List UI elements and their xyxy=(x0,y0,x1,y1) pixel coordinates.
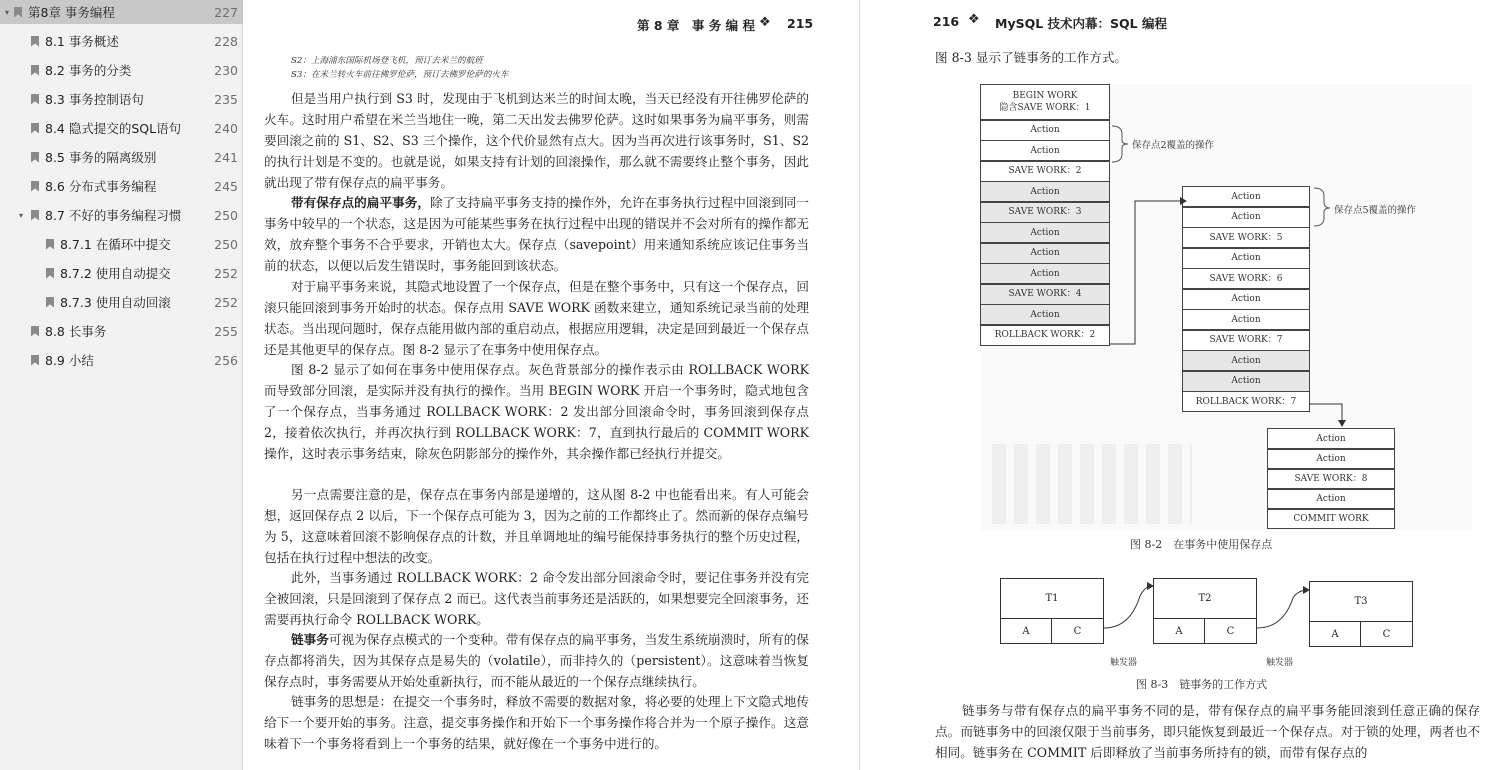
figure-savepoints xyxy=(980,84,1472,530)
running-header-chapter: 第 8 章 事 务 编 程 xyxy=(637,18,755,33)
operation-box: Action xyxy=(980,263,1110,284)
toc-item-label: 8.3 事务控制语句 xyxy=(45,92,144,107)
trigger-label: 触发器 xyxy=(1266,658,1294,668)
operation-box: SAVE WORK：6 xyxy=(1182,268,1310,289)
expand-arrow-icon[interactable]: ▾ xyxy=(18,210,23,220)
toc-item-label: 8.9 小结 xyxy=(45,353,94,368)
transaction-field-c: C xyxy=(1382,628,1391,640)
annotation-label: 保存点2覆盖的操作 xyxy=(1132,140,1215,151)
toc-item-page: 255 xyxy=(214,323,238,339)
bookmark-icon xyxy=(31,355,39,366)
bookmark-icon xyxy=(46,268,54,279)
book-page-left xyxy=(244,0,859,770)
bookmark-icon xyxy=(31,152,39,163)
page-number: 216 xyxy=(933,14,960,29)
toc-item-label: 8.2 事务的分类 xyxy=(45,63,132,78)
transaction-name: T1 xyxy=(1001,579,1103,619)
trigger-label: 触发器 xyxy=(1110,658,1138,668)
paragraph: 图 8-2 显示了如何在事务中使用保存点。灰色背景部分的操作表示由 ROLLBACK WORK 而导致部分回滚，是实际并没有执行的操作。当用 BEGIN WORK 开启一个事务时，隐式地包含了一个保存点，当事务通过 ROLLBACK WORK：2 发出部分回滚命令时，事务回滚到保存点 2，接着依次执行，并再次执行到 ROLLBACK WORK：7，直到执行最后的 COMMIT WORK 操作，这时表示事务结束，除灰色阴影部分的操作外，其余操作都已经执行并提交。 xyxy=(264,362,809,461)
toc-sidebar xyxy=(0,0,243,770)
bookmark-icon xyxy=(46,239,54,250)
bookmark-icon xyxy=(31,123,39,134)
toc-item-label: 8.8 长事务 xyxy=(45,324,107,339)
operation-box: Action xyxy=(1182,186,1310,207)
book-page-right xyxy=(860,0,1487,770)
operation-box: Action xyxy=(980,140,1110,161)
annotation-label: 保存点5覆盖的操作 xyxy=(1334,205,1417,216)
toc-item[interactable] xyxy=(0,232,243,256)
paragraph: 此外，当事务通过 ROLLBACK WORK：2 命令发出部分回滚命令时，要记住事务并没有完全被回滚，只是回滚到了保存点 2 而已。这代表当前事务还是活跃的，如果想要完全回滚事务，还需要再执行命令 ROLLBACK WORK。 xyxy=(264,570,809,627)
bookmark-icon xyxy=(31,210,39,221)
operation-box: Action xyxy=(980,304,1110,325)
note-line: S3：在米兰转火车前往佛罗伦萨，预订去佛罗伦萨的火车 xyxy=(291,70,509,80)
operation-box: ROLLBACK WORK：2 xyxy=(980,325,1110,346)
toc-item[interactable] xyxy=(0,319,243,343)
running-header-title: MySQL 技术内幕：SQL 编程 xyxy=(995,16,1167,31)
toc-item-label: 8.7.1 在循环中提交 xyxy=(60,237,171,252)
toc-item[interactable] xyxy=(0,348,243,372)
toc-item[interactable] xyxy=(0,145,243,169)
page-number: 215 xyxy=(787,16,814,31)
expand-arrow-icon[interactable]: ▾ xyxy=(4,7,9,17)
toc-item[interactable] xyxy=(0,203,243,227)
operation-box: Action xyxy=(1267,489,1395,510)
toc-item-page: 250 xyxy=(214,207,238,223)
toc-item[interactable] xyxy=(0,29,243,53)
bookmark-icon xyxy=(31,65,39,76)
toc-item[interactable] xyxy=(0,174,243,198)
transaction-field-a: A xyxy=(1001,619,1052,643)
toc-item-page: 250 xyxy=(214,236,238,252)
operation-box: SAVE WORK：8 xyxy=(1267,469,1395,490)
paragraph xyxy=(264,193,809,277)
paragraph: 图 8-3 显示了链事务的工作方式。 xyxy=(935,50,1128,65)
toc-item-label: 8.7 不好的事务编程习惯 xyxy=(45,208,182,223)
operation-box: COMMIT WORK xyxy=(1267,509,1395,530)
toc-item-page: 256 xyxy=(214,352,238,368)
operation-box: Action xyxy=(1182,371,1310,392)
paragraph: 链事务的思想是：在提交一个事务时，释放不需要的数据对象，将必要的处理上下文隐式地传给下一个要开始的事务。注意，提交事务操作和开始下一个事务操作将合并为一个原子操作。这意味着下一个事务将看到上一个事务的结果，就好像在一个事务中进行的。 xyxy=(264,694,809,751)
paragraph: 另一点需要注意的是，保存点在事务内部是递增的，这从图 8-2 中也能看出来。有人可能会想，返回保存点 2 以后，下一个保存点可能为 3，因为之前的工作都终止了。然而新的保存点编号为 5，这意味着回滚不影响保存点的计数，并且单调地址的编号能保持事务执行的整个历史过程，包括在执行过程中想法的改变。 xyxy=(264,487,809,565)
toc-item-label: 8.1 事务概述 xyxy=(45,34,119,49)
toc-item[interactable] xyxy=(0,261,243,285)
transaction-field-c: C xyxy=(1073,625,1082,637)
toc-item[interactable] xyxy=(0,58,243,82)
toc-item[interactable] xyxy=(0,116,243,140)
toc-item-page: 235 xyxy=(214,91,238,107)
bookmark-icon xyxy=(31,36,39,47)
transaction-name: T2 xyxy=(1154,579,1256,619)
bookmark-icon xyxy=(46,297,54,308)
operation-box: SAVE WORK：4 xyxy=(980,284,1110,305)
bold-term: 链事务 xyxy=(291,632,329,647)
figure-caption: 图 8-3 链事务的工作方式 xyxy=(1136,678,1268,691)
toc-item[interactable] xyxy=(0,0,243,24)
operation-box: Action xyxy=(980,120,1110,141)
operation-box: ROLLBACK WORK：7 xyxy=(1182,391,1310,412)
figure-caption: 图 8-2 在事务中使用保存点 xyxy=(1130,538,1273,551)
header-ornament-icon: ❖ xyxy=(759,15,771,30)
toc-item-page: 252 xyxy=(214,294,238,310)
operation-box: Action xyxy=(980,243,1110,264)
paragraph: 对于扁平事务来说，其隐式地设置了一个保存点，但是在整个事务中，只有这一个保存点，回滚只能回滚到事务开始时的状态。保存点用 SAVE WORK 函数来建立，通知系统记录当前的处理状态。当出现问题时，保存点能用做内部的重启动点，根据应用逻辑，决定是回到最近一个保存点还是其他更早的保存点。图 8-2 显示了在事务中使用保存点。 xyxy=(264,279,809,357)
transaction-field-c: C xyxy=(1226,625,1235,637)
operation-box: SAVE WORK：2 xyxy=(980,161,1110,182)
operation-box: Action xyxy=(1182,309,1310,330)
operation-box: BEGIN WORK 隐含SAVE WORK：1 xyxy=(980,84,1110,120)
toc-item-label: 8.7.3 使用自动回滚 xyxy=(60,295,171,310)
toc-item-label: 8.5 事务的隔离级别 xyxy=(45,150,157,165)
paragraph-text: 可视为保存点模式的一个变种。带有保存点的扁平事务，当发生系统崩溃时，所有的保存点都将消失，因为其保存点是易失的（volatile），而非持久的（persistent）。这意味着当恢复保存点时，事务需要从开始处重新执行，而不能从最近的一个保存点继续执行。 xyxy=(264,632,810,689)
toc-item-label: 8.6 分布式事务编程 xyxy=(45,179,157,194)
transaction-field-a: A xyxy=(1310,622,1361,646)
toc-item-page: 241 xyxy=(214,149,238,165)
toc-item-label: 8.4 隐式提交的SQL语句 xyxy=(45,121,182,136)
operation-box: Action xyxy=(1182,289,1310,310)
toc-item-page: 252 xyxy=(214,265,238,281)
operation-box: Action xyxy=(980,222,1110,243)
toc-item-page: 245 xyxy=(214,178,238,194)
transaction-field-a: A xyxy=(1154,619,1205,643)
toc-item[interactable] xyxy=(0,87,243,111)
toc-item-label: 8.7.2 使用自动提交 xyxy=(60,266,171,281)
faint-background-pattern xyxy=(992,444,1192,524)
operation-box: Action xyxy=(980,181,1110,202)
operation-box: Action xyxy=(1182,207,1310,228)
toc-item-label: 第8章 事务编程 xyxy=(28,5,115,20)
operation-box: SAVE WORK：5 xyxy=(1182,227,1310,248)
operation-box: SAVE WORK：7 xyxy=(1182,330,1310,351)
bookmark-icon xyxy=(31,181,39,192)
note-line: S2：上海浦东国际机场登飞机，预订去米兰的航班 xyxy=(291,56,483,66)
toc-item-page: 230 xyxy=(214,62,238,78)
trigger-arrows xyxy=(1000,576,1420,668)
operation-box: Action xyxy=(1267,449,1395,470)
operation-box: Action xyxy=(1182,248,1310,269)
bold-term: 带有保存点的扁平事务， xyxy=(291,195,430,210)
toc-item-page: 227 xyxy=(214,4,238,20)
toc-item-page: 240 xyxy=(214,120,238,136)
figure-chained-transactions xyxy=(1000,576,1420,668)
bookmark-icon xyxy=(31,326,39,337)
paragraph xyxy=(264,630,809,693)
toc-item-page: 228 xyxy=(214,33,238,49)
paragraph-text: 除了支持扁平事务支持的操作外，允许在事务执行过程中回滚到同一事务中较早的一个状态，这是因为可能某些事务在执行过程中出现的错误并不会对所有的操作都无效，放弃整个事务不合乎要求，开销也太大。保存点（savepoint）用来通知系统应该记住事务当前的状态，以便以后发生错误时，事务能回到该状态。 xyxy=(264,195,810,273)
toc-item[interactable] xyxy=(0,290,243,314)
operation-box: SAVE WORK：3 xyxy=(980,202,1110,223)
operation-box: Action xyxy=(1267,428,1395,449)
operation-box: Action xyxy=(1182,350,1310,371)
paragraph: 链事务与带有保存点的扁平事务不同的是，带有保存点的扁平事务能回滚到任意正确的保存点。而链事务中的回滚仅限于当前事务，即只能恢复到最近一个保存点。对于锁的处理，两者也不相同。链事务在 COMMIT 后即释放了当前事务所持有的锁，而带有保存点的 xyxy=(935,703,1480,760)
transaction-name: T3 xyxy=(1310,582,1412,622)
paragraph: 但是当用户执行到 S3 时，发现由于飞机到达米兰的时间太晚，当天已经没有开往佛罗伦萨的火车。这时用户希望在米兰当地住一晚，第二天出发去佛罗伦萨。这时如果事务为扁平事务，则需要回滚之前的 S1、S2、S3 三个操作，这个代价显然有点大。因为当再次进行该事务时，S1、S2 的执行计划是不变的。也就是说，如果支持有计划的回滚操作，那么就不需要终止整个事务，因此就出现了带有保存点的扁平事务。 xyxy=(264,91,809,190)
header-ornament-icon: ❖ xyxy=(968,12,980,27)
bookmark-icon xyxy=(14,7,22,18)
bookmark-icon xyxy=(31,94,39,105)
